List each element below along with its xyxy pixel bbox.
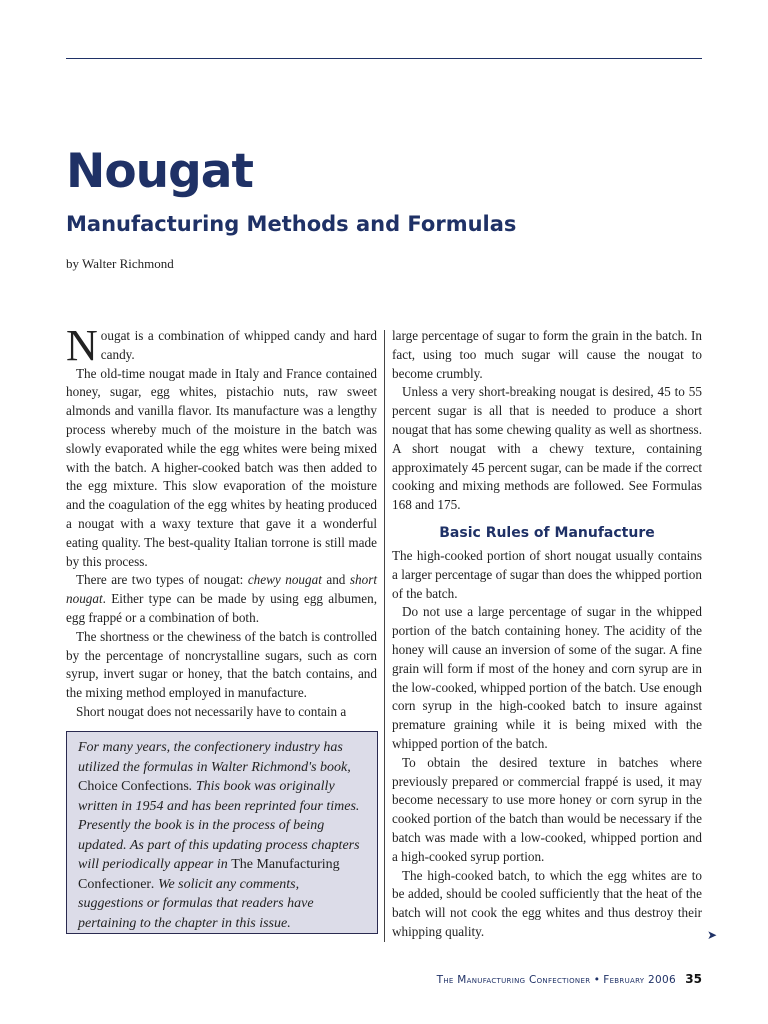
top-rule [66,58,702,59]
right-column [392,327,702,942]
body-paragraph: There are two types of nougat: chewy nougat and short nougat. Either type can be made by using egg albumen, egg frappé or a combination of both. [66,572,377,625]
drop-cap: N [66,321,98,370]
editor-note-box: For many years, the confectionery industry has utilized the formulas in Walter Richmond's book, Choice Confections. This book was originally written in 1954 and has been reprinted four times. Presently the book is in the process of being updated. As part of this updating process chapters will periodically appear in The Manufacturing Confectioner. We solicit any comments, suggestions or formulas that readers have pertaining to the chapter in this issue. [66,731,378,934]
byline: by Walter Richmond [66,256,174,271]
chewy-nougat-term: chewy nougat [247,572,322,588]
body-paragraph: The old-time nougat made in Italy and France contained honey, sugar, egg whites, pistachio nuts, raw sweet almonds and vanilla flavor. Its manufacture was a lengthy process whereby much of the moisture in the batch was slowly evaporated while the egg whites were being mixed with the batch. A higher-cooked batch was then added to the egg mixture. This slow evaporation of the moisture and the coagulation of the egg whites by heating produced a nougat with a waxy texture that gave it a wonderful eating quality. The best-quality Italian torrone is still made by this process. [66,365,377,569]
magazine-title: The Manufacturing Confectioner [78,857,340,892]
issue-date: February 2006 [603,974,676,986]
article-title: Nougat [66,144,253,199]
intro-paragraph [66,321,377,370]
body-paragraph: The high-cooked portion of short nougat usually contains a larger percentage of sugar than does the whipped portion of the batch. [392,547,702,601]
page-footer [437,972,702,986]
article-subtitle: Manufacturing Methods and Formulas [66,212,517,236]
intro-text: ougat is a combination of whipped candy and hard candy. [100,328,377,362]
left-column [66,321,377,722]
book-title: Choice Confections [78,779,189,794]
body-paragraph: The high-cooked batch, to which the egg whites are to be added, should be cooled sufficiently that the heat of the batch will not cook the egg whites and thus destroy their whipping quality. [392,867,702,939]
publication-name: The Manufacturing Confectioner [436,974,591,986]
body-paragraph: Do not use a large percentage of sugar in the whipped portion of the batch containing honey. The acidity of the honey will cause an inversion of some of the sugar. A fine grain will form if most of the honey and corn syrup are in the low-cooked, whipped portion of the batch. Use enough corn syrup in the high-cooked batch to insure against premature graining while it is being mixed with the whipped portion of the batch. [392,604,702,751]
footer-separator: • [593,974,600,986]
continue-arrow-icon: ➤ [707,928,718,942]
body-paragraph: Unless a very short-breaking nougat is desired, 45 to 55 percent sugar is all that is needed to produce a short nougat that has some chewing quality as well as shortness. A short nougat with a chewy texture, containing approximately 45 percent sugar, can be made if the correct cooking and mixing methods are followed. See Formulas 168 and 175. [392,384,702,513]
page-number: 35 [685,972,702,986]
body-paragraph: Short nougat does not necessarily have to contain a [76,703,347,719]
body-paragraph: To obtain the desired texture in batches where previously prepared or commercial frappé is used, it may become necessary to use more honey or corn syrup in the cooked portion of the batch than would be necessary if the batch was made with a low-cooked, whipped portion and a high-cooked syrup portion. [392,754,702,864]
column-divider [384,330,385,942]
body-paragraph: The shortness or the chewiness of the batch is controlled by the percentage of noncrystalline sugars, such as corn syrup, invert sugar or honey, that the batch contains, and the mixing method employed in manufacture. [66,628,377,701]
short-nougat-term: short nougat [66,572,377,607]
body-paragraph: large percentage of sugar to form the grain in the batch. In fact, using too much sugar will cause the nougat to become crumbly. [392,328,702,381]
section-heading: Basic Rules of Manufacture [439,524,655,541]
